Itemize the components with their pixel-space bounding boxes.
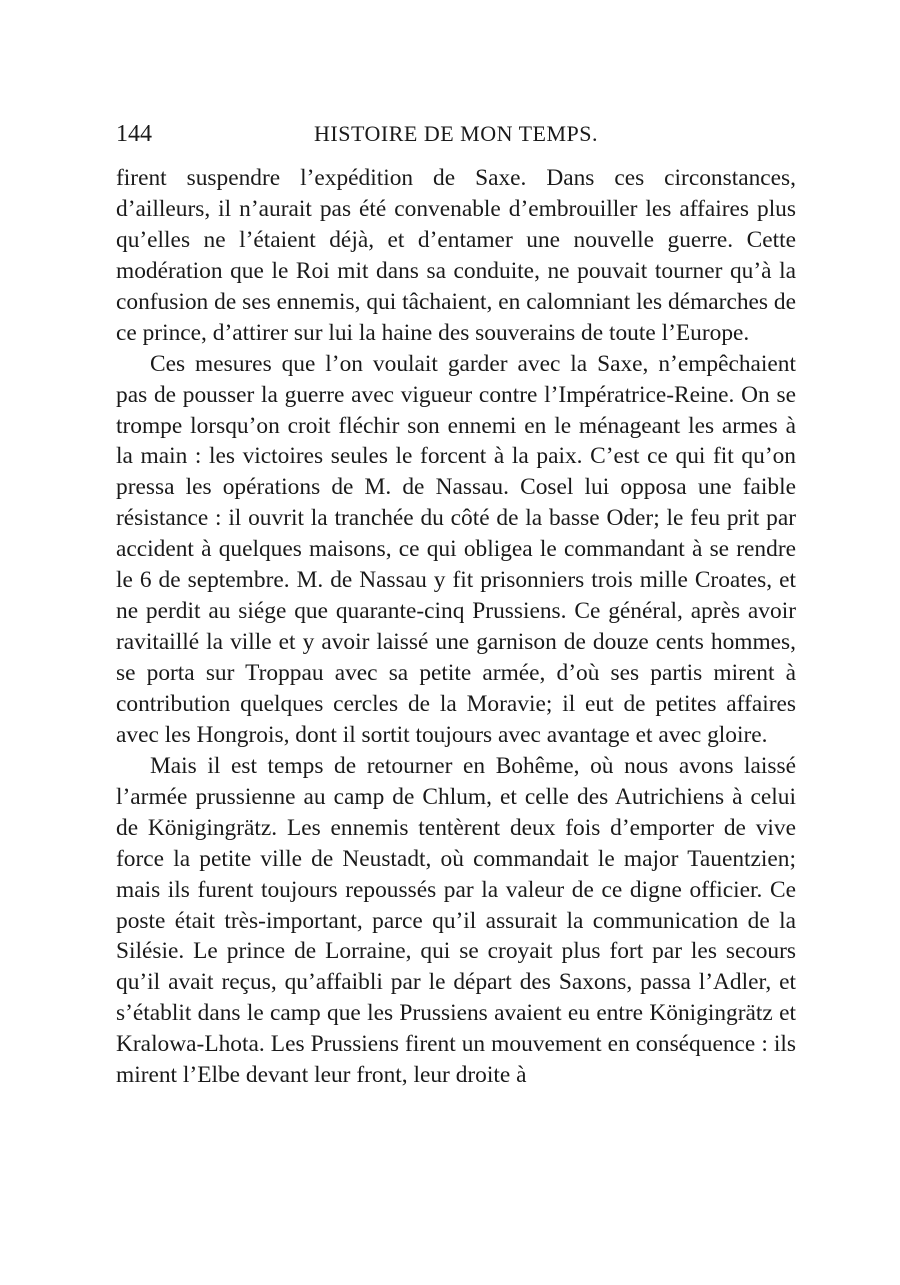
running-head [116,117,796,151]
running-head-title: HISTOIRE DE MON TEMPS. [314,121,598,146]
paragraph-2: Ces mesures que l’on voulait garder avec la Saxe, n’empêchaient pas de pousser la guerre avec vigueur contre l’Impératrice-Reine. On se trompe lorsqu’on croit fléchir son ennemi en le ménageant les armes à la main : les victoires seules le forcent à la paix. C’est ce qui fit qu’on pressa les opérations de M. de Nassau. Cosel lui opposa une faible résistance : il ouvrit la tranchée du côté de la basse Oder; le feu prit par accident à quelques maisons, ce qui obligea le commandant à se rendre le 6 de septembre. M. de Nassau y fit prisonniers trois mille Croates, et ne perdit au siége que quarante-cinq Prussiens. Ce général, après avoir ravitaillé la ville et y avoir laissé une garnison de douze cents hommes, se porta sur Troppau avec sa petite armée, d’où ses partis mirent à contribution quelques cercles de la Moravie; il eut de petites affaires avec les Hongrois, dont il sortit toujours avec avantage et avec gloire. [116,350,796,748]
paragraph-3: Mais il est temps de retourner en Bohême, où nous avons laissé l’armée prussienne au camp de Chlum, et celle des Autrichiens à celui de Königingrätz. Les ennemis tentèrent deux fois d’emporter de vive force la petite ville de Neustadt, où commandait le major Tauentzien; mais ils furent toujours repoussés par la valeur de ce digne officier. Ce poste était très-important, parce qu’il assurait la communication de la Silésie. Le prince de Lorraine, qui se croyait plus fort par les secours qu’il avait reçus, qu’affaibli par le départ des Saxons, passa l’Adler, et s’établit dans le camp que les Prussiens avaient eu entre Königingrätz et Kralowa-Lhota. Les Prussiens firent un mouvement en conséquence : ils mirent l’Elbe devant leur front, leur droite à [116,752,796,1089]
paragraph-1: firent suspendre l’expédition de Saxe. Dans ces circonstances, d’ailleurs, il n’aurait pas été convenable d’embrouiller les affaires plus qu’elles ne l’étaient déjà, et d’entamer une nouvelle guerre. Cette modération que le Roi mit dans sa conduite, ne pouvait tourner qu’à la confusion de ses ennemis, qui tâchaient, en calomniant les démarches de ce prince, d’attirer sur lui la haine des souverains de toute l’Europe. [116,165,796,346]
page-number: 144 [116,121,152,147]
body-text [116,163,796,1091]
